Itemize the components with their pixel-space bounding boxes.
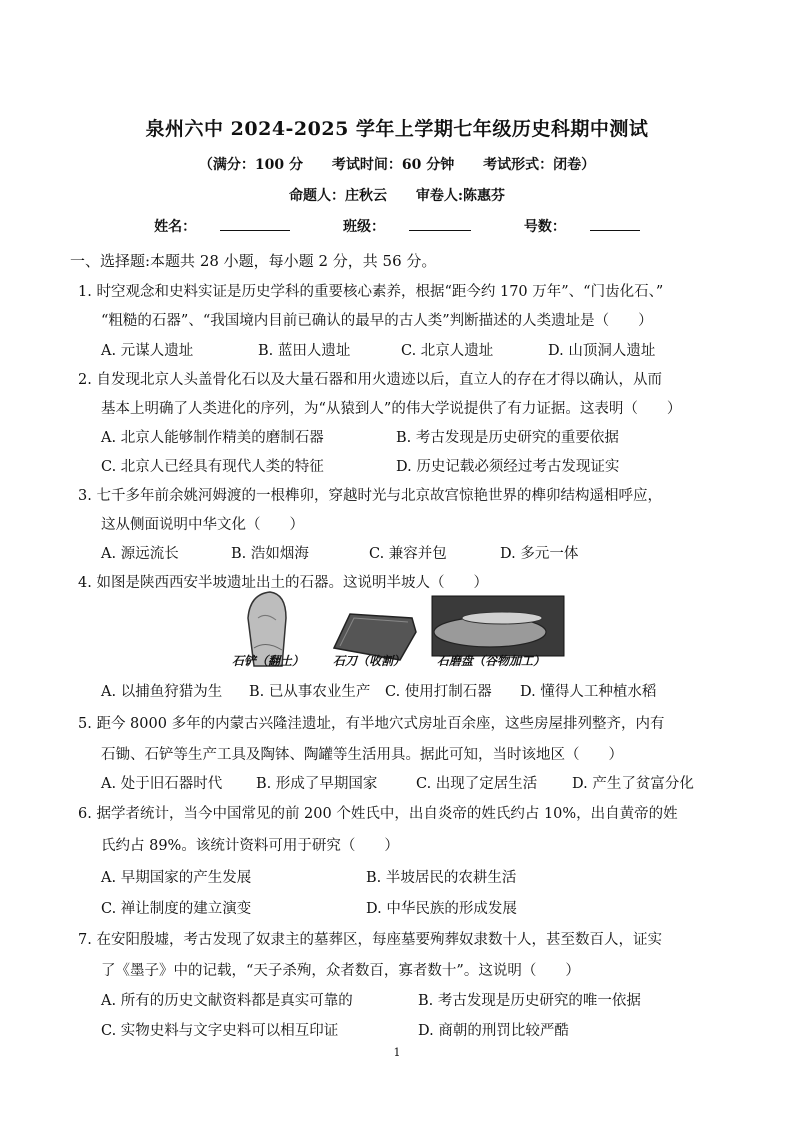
question-5-line-2: 石锄、石铲等生产工具及陶钵、陶罐等生活用具。据此可知，当时该地区（ ） <box>101 747 623 763</box>
setter: 命题人：庄秋云 <box>288 188 387 204</box>
question-1-line-2: “粗糙的石器”、“我国境内目前已确认的最早的古人类”判断描述的人类遗址是（ ） <box>101 313 653 329</box>
number-label: 号数： <box>523 219 566 235</box>
question-1-option-d[interactable]: D. 山顶洞人遗址 <box>548 343 656 359</box>
question-4-option-a[interactable]: A. 以捕鱼狩猎为生 <box>101 684 223 700</box>
question-6-option-d[interactable]: D. 中华民族的形成发展 <box>366 901 517 917</box>
question-6-option-c[interactable]: C. 禅让制度的建立演变 <box>101 901 252 917</box>
name-label: 姓名： <box>154 219 197 235</box>
section-title: 一、选择题:本题共 28 小题，每小题 2 分，共 56 分。 <box>70 252 437 270</box>
question-2-line-2: 基本上明确了人类进化的序列，为“从猿到人”的伟大学说提供了有力证据。这表明（ ） <box>101 401 682 417</box>
caption-stone-knife: 石刀（收割） <box>333 654 406 668</box>
question-3-option-b[interactable]: B. 浩如烟海 <box>231 546 309 562</box>
number-field[interactable] <box>590 216 640 231</box>
question-4-line-1: 4. 如图是陕西西安半坡遗址出土的石器。这说明半坡人（ ） <box>78 575 488 591</box>
exam-form: 考试形式：闭卷） <box>483 157 596 173</box>
student-info <box>0 216 794 236</box>
question-5-option-c[interactable]: C. 出现了定居生活 <box>416 776 538 792</box>
question-7-option-c[interactable]: C. 实物史料与文字史料可以相互印证 <box>101 1023 339 1039</box>
question-2-line-1: 2. 自发现北京人头盖骨化石以及大量石器和用火遗迹以后，直立人的存在才得以确认，从而 <box>78 372 662 388</box>
reviewer: 审卷人:陈惠芬 <box>415 188 506 204</box>
question-2-option-b[interactable]: B. 考古发现是历史研究的重要依据 <box>396 430 619 446</box>
question-6-line-2: 氏约占 89%。该统计资料可用于研究（ ） <box>101 838 399 854</box>
question-3-option-a[interactable]: A. 源远流长 <box>101 546 179 562</box>
question-3-line-2: 这从侧面说明中华文化（ ） <box>101 517 304 533</box>
name-field[interactable] <box>220 216 290 231</box>
class-label: 班级： <box>343 219 385 235</box>
grinding-stone-image <box>432 596 564 656</box>
caption-grinding-stone: 石磨盘（谷物加工） <box>437 654 546 668</box>
exam-info <box>0 154 794 174</box>
question-7-option-d[interactable]: D. 商朝的刑罚比较严酷 <box>418 1023 569 1039</box>
question-1-option-b[interactable]: B. 蓝田人遗址 <box>258 343 351 359</box>
question-1-option-a[interactable]: A. 元谋人遗址 <box>101 343 194 359</box>
question-7-option-b[interactable]: B. 考古发现是历史研究的唯一依据 <box>418 993 641 1009</box>
question-2-option-a[interactable]: A. 北京人能够制作精美的磨制石器 <box>101 430 324 446</box>
question-5-line-1: 5. 距今 8000 多年的内蒙古兴隆洼遗址，有半地穴式房址百余座，这些房屋排列整齐，内有 <box>78 716 665 732</box>
question-1-option-c[interactable]: C. 北京人遗址 <box>401 343 494 359</box>
question-5-option-a[interactable]: A. 处于旧石器时代 <box>101 776 223 792</box>
page-number: 1 <box>393 1046 401 1059</box>
question-5-option-d[interactable]: D. 产生了贫富分化 <box>572 776 694 792</box>
question-6-line-1: 6. 据学者统计，当今中国常见的前 200 个姓氏中，出自炎帝的姓氏约占 10%，出自黄帝的姓 <box>78 806 678 822</box>
question-4-option-d[interactable]: D. 懂得人工种植水稻 <box>520 684 657 700</box>
question-3-line-1: 3. 七千多年前余姚河姆渡的一根榫卯，穿越时光与北京故宫惊艳世界的榫卯结构遥相呼应， <box>78 488 662 504</box>
question-5-option-b[interactable]: B. 形成了早期国家 <box>256 776 378 792</box>
question-2-option-d[interactable]: D. 历史记载必须经过考古发现证实 <box>396 459 620 475</box>
exam-title: 泉州六中 2024-2025 学年上学期七年级历史科期中测试 <box>145 118 649 140</box>
class-field[interactable] <box>409 216 471 231</box>
exam-staff <box>0 185 794 205</box>
caption-stone-shovel: 石铲（翻土） <box>232 654 305 668</box>
question-6-option-a[interactable]: A. 早期国家的产生发展 <box>101 870 252 886</box>
full-score: （满分：100 分 <box>198 157 303 173</box>
question-2-option-c[interactable]: C. 北京人已经具有现代人类的特征 <box>101 459 324 475</box>
question-4-option-b[interactable]: B. 已从事农业生产 <box>249 684 371 700</box>
question-7-option-a[interactable]: A. 所有的历史文献资料都是真实可靠的 <box>101 993 353 1009</box>
question-3-option-c[interactable]: C. 兼容并包 <box>369 546 447 562</box>
question-1-line-1: 1. 时空观念和史料实证是历史学科的重要核心素养，根据“距今约 170 万年”、“门齿化石、” <box>78 284 664 300</box>
question-7-line-2: 了《墨子》中的记载，“天子杀殉，众者数百，寡者数十”。这说明（ ） <box>101 963 580 979</box>
question-4-option-c[interactable]: C. 使用打制石器 <box>385 684 492 700</box>
question-3-option-d[interactable]: D. 多元一体 <box>500 546 579 562</box>
question-7-line-1: 7. 在安阳殷墟，考古发现了奴隶主的墓葬区，每座墓要殉葬奴隶数十人，甚至数百人，证实 <box>78 932 662 948</box>
question-6-option-b[interactable]: B. 半坡居民的农耕生活 <box>366 870 517 886</box>
exam-time: 考试时间：60 分钟 <box>331 157 455 173</box>
